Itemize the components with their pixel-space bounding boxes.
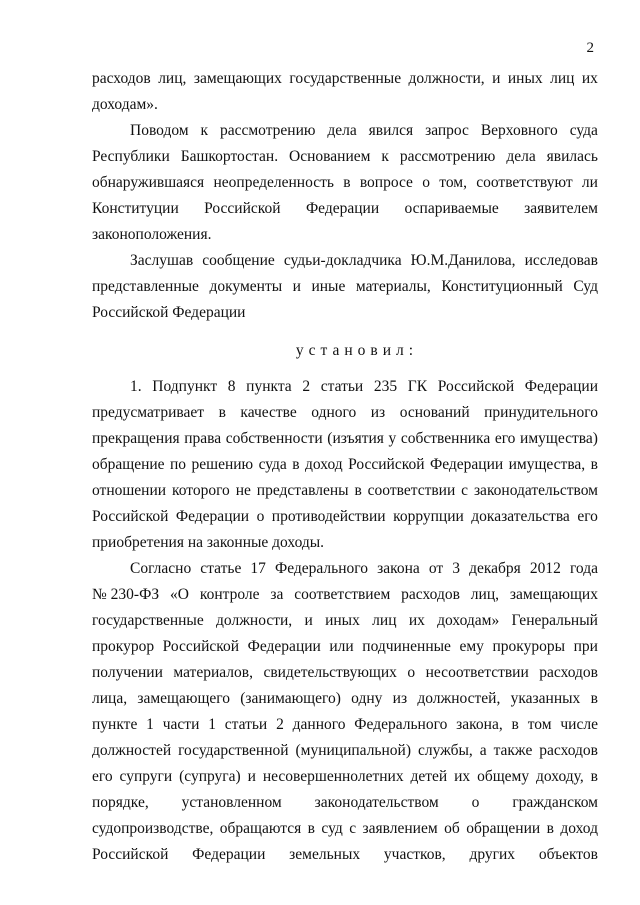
paragraph [92,248,598,326]
word: статьи [224,716,268,733]
word: 1. [130,378,142,395]
text-line [92,196,598,222]
word: законодательством [314,794,439,811]
word: доход [305,456,343,473]
word: (муниципальной) [295,742,412,759]
text-line [92,582,598,608]
word: собственности [225,430,323,447]
word: Российской [348,456,425,473]
word: 2012 [529,560,561,577]
word: Федерации [192,846,266,863]
word: заявителем [524,200,598,217]
word: и [304,612,313,629]
word: судьи-докладчика [283,252,402,269]
word: замещающих [193,70,282,87]
word: ему [459,638,484,655]
word: Заслушав [130,252,194,269]
word: отношении [92,482,167,499]
word: за [270,586,284,603]
word: также [493,742,533,759]
word: о [256,508,265,525]
text-line [92,634,598,660]
word: года [569,560,598,577]
word: замещающих [509,586,598,603]
word: по [170,456,187,473]
word: рассмотрению [399,148,496,165]
word: Федерации [305,200,380,217]
word: соответствии [367,482,456,499]
word: Российской [92,508,169,525]
word: пункта [246,378,292,395]
word: предусматривает [92,404,205,421]
word: статьи [320,378,364,395]
word: в [511,716,519,733]
paragraph [92,556,598,868]
word: его [92,768,113,785]
word: закона, [456,716,503,733]
word: иные [311,278,346,295]
word: 3 [452,560,460,577]
word: 1 [208,716,216,733]
word: об [444,820,460,837]
page-number: 2 [586,40,594,56]
word: Основанием [289,148,371,165]
word: государственные [289,70,402,87]
word: 1 [146,716,154,733]
text-line [92,608,598,634]
word: обращении [466,820,541,837]
word: иных [507,70,543,87]
section-heading: установил: [295,342,419,359]
word: заявлением [362,820,438,837]
word: Ю.М.Данилова, [410,252,516,269]
word: общему [477,768,530,785]
word: одного [311,404,357,421]
word: прекращения [92,430,180,447]
word: Генеральный [511,612,598,629]
word: представленные [92,278,199,295]
word: о [471,794,480,811]
word: Федерального [274,560,369,577]
word: Поводом [130,122,189,139]
word: супруги [119,768,173,785]
word: должностей, [417,690,501,707]
word: государственной [178,742,289,759]
word: Конституции [92,200,179,217]
word: в [307,820,315,837]
word: из [370,404,386,421]
word: расходов [401,586,460,603]
word: подчиненные [362,638,451,655]
word: декабря [469,560,521,577]
word: противодействии [271,508,386,525]
word: соответствуют [476,174,573,191]
text-line [92,764,598,790]
word: части [162,716,200,733]
word: Подпункт [152,378,218,395]
word: Республики [92,148,170,165]
word: рассмотрению [219,122,316,139]
word: Федерации [175,508,250,525]
word: законодательством [473,482,598,499]
word: прокуроры [492,638,566,655]
word: о [422,174,430,191]
word: принудительного [484,404,598,421]
word: том, [439,174,467,191]
word: земельных [289,846,361,863]
word: к [200,122,209,139]
word: в [343,174,351,191]
word: явилась [546,148,598,165]
word: доходу, [536,768,584,785]
word: или [329,638,354,655]
text-line [92,374,598,400]
word: должности, [216,612,293,629]
word: Федерации [247,638,321,655]
word: Федерации [429,456,504,473]
word: (супруга) [179,768,241,785]
word: 2 [276,716,284,733]
word: (изъятия [327,430,384,447]
word: указанных [510,690,581,707]
word: доходам» [437,612,500,629]
word: числе [560,716,598,733]
word: получении [92,664,163,681]
word: в [590,690,598,707]
word: расходов [539,664,598,681]
word: имущества, [508,456,586,473]
word: и [292,278,301,295]
word: их [454,768,471,785]
text-line [92,816,598,842]
text-line: Российской Федерации [92,304,246,321]
word: решению [191,456,254,473]
text-line [92,556,598,582]
word: их [581,70,598,87]
word: вопросе [359,174,413,191]
word: о [407,664,416,681]
text-line [92,170,598,196]
word: Российской [204,200,281,217]
word: лиц [372,612,397,629]
word: установленном [181,794,282,811]
word: с [461,482,469,499]
word: расходов [92,70,151,87]
word: свидетельствующих [263,664,397,681]
word: при [573,638,598,655]
text-line [92,400,598,426]
word: пункте [92,716,138,733]
word: суд [321,820,343,837]
text-line [92,452,598,478]
word: порядке, [92,794,149,811]
word: запрос [425,122,469,139]
word: участков, [383,846,446,863]
word: и [247,768,256,785]
text-line [92,426,598,452]
word: статье [200,560,242,577]
word: у [388,430,397,447]
text-line [92,144,598,170]
word: том [527,716,552,733]
word: службы, [417,742,473,759]
word: неопределенность [213,174,334,191]
word: детей [410,768,448,785]
word: других [469,846,516,863]
word: исследовав [524,252,598,269]
word: в [590,768,598,785]
word: № 230-ФЗ [92,586,160,603]
paragraph [92,66,598,118]
word: коррупции [393,508,464,525]
word: явился [368,122,414,139]
word: Верховного [480,122,558,139]
text-line [92,118,598,144]
word: лица, [92,690,128,707]
word: лиц, [470,586,499,603]
word: качестве [240,404,297,421]
word: в [590,456,598,473]
word: доказательства [471,508,570,525]
text-line [92,790,598,816]
word: лиц [550,70,575,87]
word: материалы, [355,278,431,295]
word: 8 [227,378,236,395]
word: материалов, [173,664,253,681]
word: замещающего [137,690,230,707]
word: а [479,742,487,759]
text-line [92,712,598,738]
word: 235 [373,378,398,395]
word: Федерации [524,378,598,395]
word: дела [327,122,357,139]
word: в [354,482,362,499]
word: должностей [92,742,172,759]
word: собственника [400,430,491,447]
word: его [577,508,598,525]
text-line: доходам». [92,96,158,113]
word: одну [351,690,383,707]
paragraph [92,374,598,556]
word: (занимающего) [240,690,341,707]
word: от [428,560,444,577]
word: оспариваемые [404,200,499,217]
word: суда [569,122,598,139]
word: ГК [407,378,428,395]
word: доход [560,820,598,837]
word: не [235,482,251,499]
text-line [92,66,598,92]
word: соответствием [294,586,391,603]
word: прокурор [92,638,155,655]
word: несовершеннолетних [262,768,404,785]
word: в [546,820,554,837]
word: судопроизводстве, [92,820,214,837]
word: контроле [199,586,260,603]
word: 2 [302,378,311,395]
word: обращение [92,456,165,473]
word: права [184,430,222,447]
word: иных [325,612,360,629]
word: Башкортостан. [180,148,279,165]
text-line [92,660,598,686]
word: закона [377,560,420,577]
word: Согласно [130,560,192,577]
text-line [92,274,598,300]
paragraph [92,118,598,248]
word: Российской [92,846,169,863]
word: из [392,690,408,707]
word: лиц, [158,70,187,87]
word: и [492,70,501,87]
word: расходов [539,742,598,759]
text-line [92,504,598,530]
word: с [349,820,357,837]
word: его [494,430,516,447]
word: гражданском [512,794,598,811]
word: сообщение [202,252,275,269]
word: дела [506,148,536,165]
word: представлены [256,482,349,499]
word: несоответствии [425,664,529,681]
word: к [381,148,389,165]
word: Российской [162,638,240,655]
word: оснований [399,404,470,421]
text-line: приобретения на законные доходы. [92,534,325,551]
word: суда [258,456,287,473]
text-line: законоположения. [92,226,212,243]
word: государственные [92,612,204,629]
word: документы [209,278,283,295]
word: Конституционный [441,278,563,295]
word: ли [581,174,598,191]
text-line [92,686,598,712]
text-line [92,248,598,274]
text-line [92,478,598,504]
word: имущества) [520,430,598,447]
word: обращаются [219,820,302,837]
word: Российской [437,378,515,395]
word: обнаружившаяся [92,174,205,191]
word: 17 [250,560,266,577]
word: которого [171,482,230,499]
word: Суд [573,278,598,295]
word: должности, [408,70,485,87]
document-body [92,66,598,868]
word: в [218,404,226,421]
word: Федерального [354,716,448,733]
word: в [292,456,300,473]
word: данного [292,716,346,733]
word: их [408,612,425,629]
word: «О [169,586,189,603]
word: объектов [538,846,598,863]
text-line [92,842,598,868]
text-line [92,738,598,764]
